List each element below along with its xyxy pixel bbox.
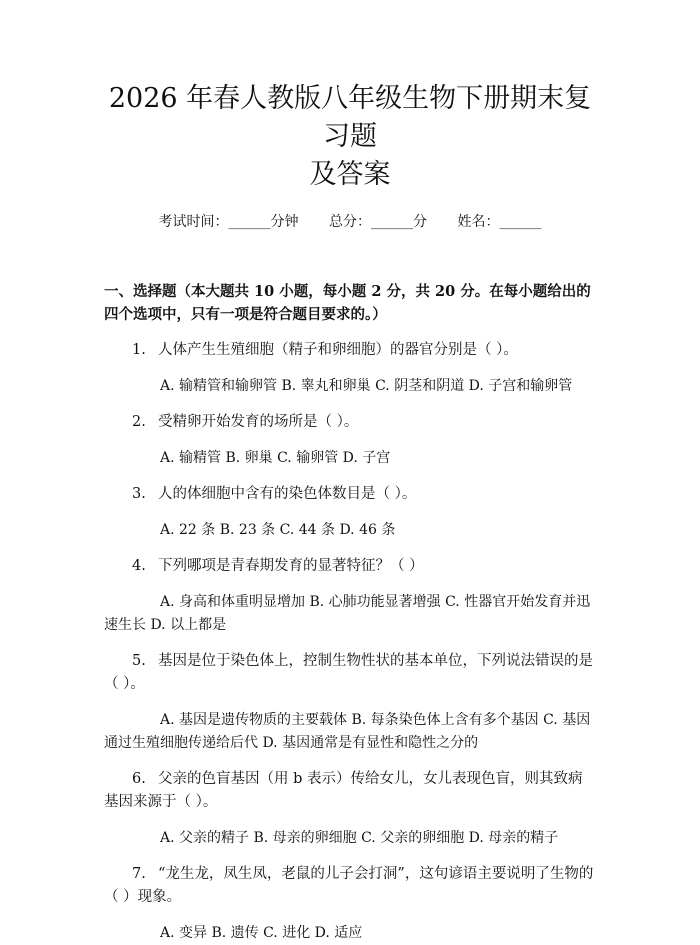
question-text: 基因是位于染色体上，控制生物性状的基本单位，下列说法错误的是（ ）。 bbox=[104, 653, 593, 692]
question-text: 下列哪项是青春期发育的显著特征？（ ） bbox=[158, 558, 424, 574]
question-text: 父亲的色盲基因（用 b 表示）传给女儿，女儿表现色盲，则其致病基因来源于（ ）。 bbox=[104, 771, 583, 810]
question-options: A. 父亲的精子 B. 母亲的卵细胞 C. 父亲的卵细胞 D. 母亲的精子 bbox=[160, 830, 559, 846]
question-options: A. 输精管 B. 卵巢 C. 输卵管 D. 子宫 bbox=[160, 450, 391, 466]
question-number: 4. bbox=[132, 558, 146, 574]
page-title bbox=[104, 0, 596, 194]
question-options: A. 输精管和输卵管 B. 睾丸和卵巢 C. 阴茎和阴道 D. 子宫和输卵管 bbox=[160, 378, 573, 394]
question-7 bbox=[104, 863, 596, 945]
question-options: A. 变异 B. 遗传 C. 进化 D. 适应 bbox=[160, 925, 363, 941]
question-6 bbox=[104, 768, 596, 850]
question-5 bbox=[104, 650, 596, 755]
question-number: 1. bbox=[132, 342, 146, 358]
exam-meta bbox=[104, 212, 596, 232]
question-2 bbox=[104, 411, 596, 470]
question-list bbox=[104, 339, 596, 945]
title-line-1: 2026 年春人教版八年级生物下册期末复习题 bbox=[108, 83, 592, 152]
question-3 bbox=[104, 483, 596, 542]
question-number: 2. bbox=[132, 414, 146, 430]
question-number: 6. bbox=[132, 771, 146, 787]
exam-time-field: 考试时间：______分钟 bbox=[158, 214, 299, 230]
question-number: 7. bbox=[132, 866, 146, 882]
question-1 bbox=[104, 339, 596, 398]
question-options: A. 基因是遗传物质的主要载体 B. 每条染色体上含有多个基因 C. 基因通过生殖细胞传递给后代 D. 基因通常是有显性和隐性之分的 bbox=[104, 712, 591, 751]
question-4 bbox=[104, 555, 596, 637]
question-number: 3. bbox=[132, 486, 146, 502]
total-score-field: 总分：______分 bbox=[329, 214, 427, 230]
question-text: “龙生龙，凤生凤，老鼠的儿子会打洞”，这句谚语主要说明了生物的（ ）现象。 bbox=[104, 866, 594, 905]
question-text: 受精卵开始发育的场所是（ ）。 bbox=[158, 414, 359, 430]
question-options: A. 身高和体重明显增加 B. 心肺功能显著增强 C. 性器官开始发育并迅速生长 D. 以上都是 bbox=[104, 594, 591, 633]
question-number: 5. bbox=[132, 653, 146, 669]
question-text: 人的体细胞中含有的染色体数目是（ ）。 bbox=[158, 486, 417, 502]
section-heading: 一、选择题（本大题共 10 小题，每小题 2 分，共 20 分。在每小题给出的四个选项中，只有一项是符合题目要求的。） bbox=[104, 283, 591, 323]
question-text: 人体产生生殖细胞（精子和卵细胞）的器官分别是（ ）。 bbox=[158, 342, 518, 358]
title-line-2: 及答案 bbox=[309, 159, 391, 190]
question-options: A. 22 条 B. 23 条 C. 44 条 D. 46 条 bbox=[160, 522, 396, 538]
student-name-field: 姓名：______ bbox=[457, 214, 542, 230]
